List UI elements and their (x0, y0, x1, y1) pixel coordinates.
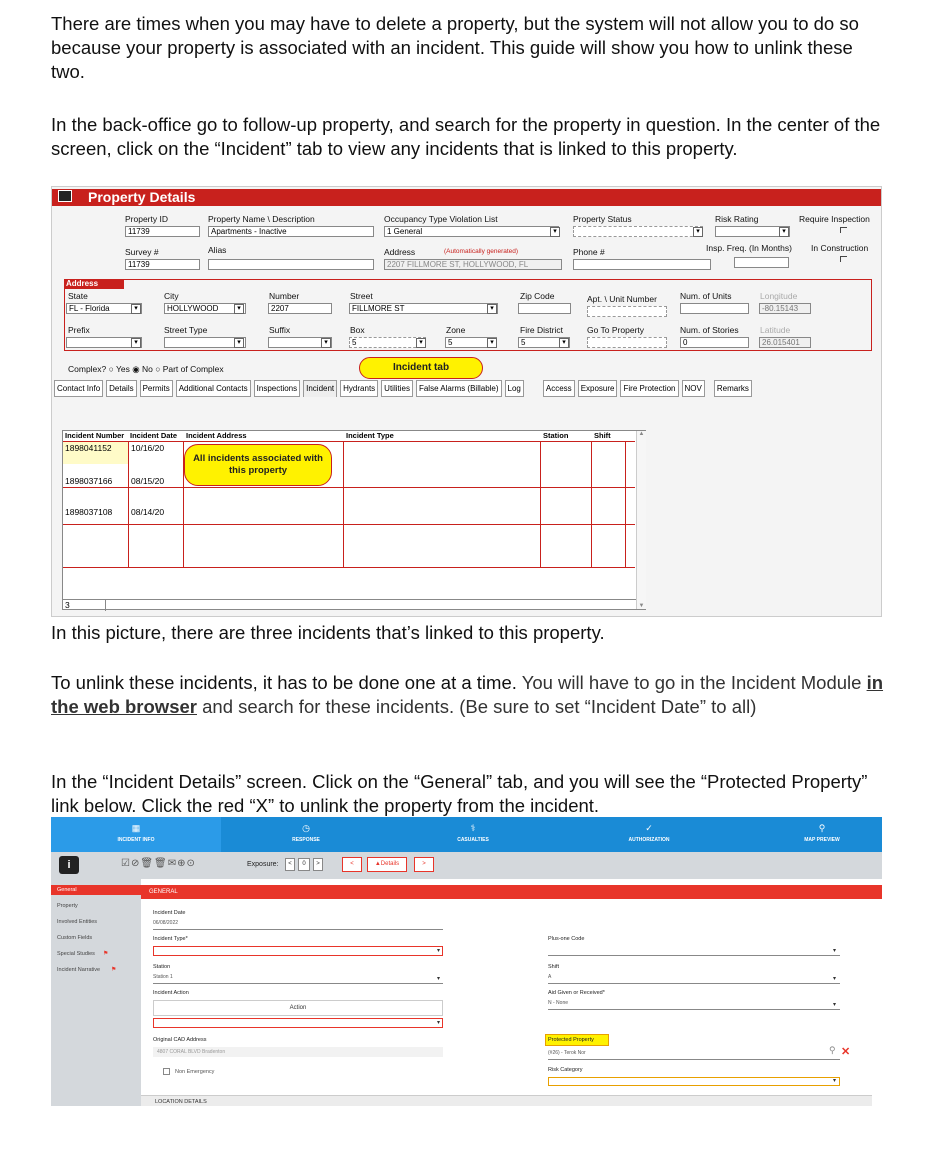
toolbar (51, 852, 882, 879)
tab-permits[interactable]: Permits (140, 380, 173, 397)
tab-utilities[interactable]: Utilities (381, 380, 413, 397)
zone-field[interactable]: 5 (445, 337, 497, 348)
grid-divider (128, 441, 129, 567)
incident-details-paragraph: In the “Incident Details” screen. Click on the “General” tab, and you will see the “Protected Property” link below. Click the red “X” to unlink the property from the incident. (51, 771, 868, 816)
col-incident-date[interactable]: Incident Date (130, 431, 178, 440)
location-details-label: LOCATION DETAILS (155, 1099, 207, 1105)
incident-tab-callout: Incident tab (359, 357, 483, 379)
forward-button[interactable]: > (414, 857, 434, 872)
incident-date-label: Incident Date (153, 910, 186, 916)
general-section-header: GENERAL (141, 885, 882, 899)
street-label: Street (350, 291, 373, 301)
sidebar-item-property[interactable]: Property (57, 903, 78, 909)
sidebar-item-special-studies[interactable]: Special Studies (57, 951, 95, 957)
col-incident-type[interactable]: Incident Type (346, 431, 394, 440)
box-field[interactable]: 5 (349, 337, 426, 348)
footer-divider (105, 600, 106, 611)
suffix-label: Suffix (269, 325, 291, 335)
intro-paragraph-1: There are times when you may have to delete a property, but the system will not allow you to do so because your property is associated with an incident. This guide will show you how to unlink these two. (51, 13, 859, 82)
page-title: Property Details (88, 189, 196, 205)
col-station[interactable]: Station (543, 431, 569, 440)
shift-label: Shift (548, 964, 560, 970)
table-row-divider (63, 487, 635, 488)
aid-label: Aid Given or Received* (548, 990, 605, 996)
auto-generated-note: (Automatically generated) (444, 248, 519, 255)
street-type-label: Street Type (164, 325, 208, 335)
table-row-number[interactable]: 1898037166 (65, 476, 113, 486)
tab-bar (54, 380, 752, 397)
risk-category-label: Risk Category (548, 1067, 583, 1073)
apt-label: Apt. \ Unit Number (587, 294, 657, 304)
longitude-field: -80.15143 (759, 303, 811, 314)
address-section-header: Address (64, 279, 124, 289)
unlink-instructions-paragraph (51, 671, 891, 719)
non-emergency-label: Non Emergency (175, 1069, 215, 1075)
prefix-dropdown-icon[interactable]: ▾ (131, 338, 141, 348)
all-incidents-callout: All incidents associated with this property (184, 444, 332, 486)
plus-one-label: Plus-one Code (548, 936, 585, 942)
incident-type-select[interactable] (153, 946, 443, 956)
nav-response[interactable]: RESPONSE (292, 837, 320, 843)
fire-district-dropdown-icon[interactable]: ▾ (559, 338, 569, 348)
map-preview-icon: ⚲ (818, 823, 826, 833)
incident-grid (62, 430, 646, 610)
zone-label: Zone (446, 325, 466, 335)
longitude-label: Longitude (760, 291, 798, 301)
zone-dropdown-icon[interactable]: ▾ (487, 338, 497, 348)
unlink-sentence-3: and search for these incidents. (Be sure to set “Incident Date” to all) (196, 696, 757, 717)
logo-icon (58, 190, 72, 202)
city-dropdown-icon[interactable]: ▾ (234, 304, 244, 314)
tab-false-alarms[interactable]: False Alarms (Billable) (416, 380, 502, 397)
col-incident-number[interactable]: Incident Number (65, 431, 125, 440)
details-label: Details (380, 861, 400, 867)
unlink-sentence-2: You will have to go in the Incident Module (516, 672, 867, 693)
scroll-up-icon[interactable]: ▲ (638, 431, 645, 437)
non-emergency-checkbox[interactable] (163, 1068, 170, 1075)
num-stories-label: Num. of Stories (680, 325, 739, 335)
risk-dropdown-icon[interactable]: ▾ (779, 227, 789, 237)
tab-access[interactable]: Access (543, 380, 575, 397)
protected-property-value[interactable]: (#26) - Terok Nor (548, 1050, 586, 1056)
property-id-label: Property ID (125, 214, 168, 224)
incident-type-label: Incident Type* (153, 936, 188, 942)
property-details-screenshot (51, 186, 882, 617)
street-dropdown-icon[interactable]: ▾ (487, 304, 497, 314)
table-row-number[interactable]: 1898041152 (65, 443, 112, 453)
property-id-field[interactable]: 11739 (125, 226, 200, 237)
table-row-number[interactable]: 1898037108 (65, 507, 113, 517)
in-construction-checkbox[interactable] (840, 256, 847, 262)
tab-log[interactable]: Log (505, 380, 524, 397)
grid-footer (63, 599, 646, 610)
col-incident-address[interactable]: Incident Address (186, 431, 247, 440)
property-details-header (52, 189, 882, 206)
nav-authorization[interactable]: AUTHORIZATION (628, 837, 670, 843)
chevron-down-icon: ▾ (437, 948, 441, 954)
phone-label: Phone # (573, 247, 605, 257)
complex-radio-group[interactable]: Complex? ○ Yes ◉ No ○ Part of Complex (68, 364, 224, 374)
exposure-value: 0 (298, 858, 310, 871)
station-value[interactable]: Station 1 (153, 974, 173, 980)
apt-field[interactable] (587, 306, 667, 317)
chevron-down-icon: ▾ (437, 1020, 441, 1026)
info-icon[interactable]: i (59, 856, 79, 874)
prefix-label: Prefix (68, 325, 90, 335)
property-status-label: Property Status (573, 214, 632, 224)
survey-field[interactable]: 11739 (125, 259, 200, 270)
chevron-down-icon: ▾ (437, 976, 441, 982)
nav-incident-info[interactable]: INCIDENT INFO (117, 837, 155, 843)
table-row-divider (63, 567, 635, 568)
exposure-prev-button[interactable]: < (285, 858, 295, 871)
row-count: 3 (65, 600, 70, 610)
aid-value[interactable]: N - None (548, 1000, 569, 1006)
flag-icon: ⚑ (103, 951, 109, 957)
warning-icon: ▲ (374, 861, 381, 867)
action-select[interactable] (153, 1018, 443, 1028)
station-label: Station (153, 964, 171, 970)
nav-map-preview[interactable]: MAP PREVIEW (804, 837, 840, 843)
toolbar-action-icons[interactable]: ☑⊘🗑🗑✉⊕⊙ (121, 858, 196, 869)
col-shift[interactable]: Shift (594, 431, 611, 440)
box-dropdown-icon[interactable]: ▾ (416, 338, 426, 348)
table-row-divider (63, 524, 635, 525)
sidebar (51, 879, 141, 1106)
num-units-label: Num. of Units (680, 291, 732, 301)
top-navigation (51, 817, 882, 852)
city-label: City (164, 291, 179, 301)
location-details-header (141, 1095, 872, 1106)
table-row-date[interactable]: 10/16/20 (131, 443, 165, 453)
search-icon[interactable]: ⚲ (829, 1045, 836, 1055)
unlink-sentence-1: To unlink these incidents, it has to be done one at a time. (51, 672, 517, 693)
tab-hydrants[interactable]: Hydrants (340, 380, 378, 397)
state-field[interactable]: FL - Florida (66, 303, 142, 314)
flag-icon: ⚑ (111, 967, 117, 973)
unlink-x-icon[interactable]: ✕ (841, 1046, 851, 1058)
sidebar-item-involved-entities[interactable]: Involved Entities (57, 919, 98, 925)
risk-category-select[interactable] (548, 1077, 840, 1086)
tab-incident[interactable]: Incident (303, 380, 337, 397)
num-units-field[interactable] (680, 303, 749, 314)
sidebar-item-custom-fields[interactable]: Custom Fields (57, 935, 93, 941)
insp-freq-label: Insp. Freq. (In Months) (706, 243, 792, 253)
zip-field[interactable] (518, 303, 571, 314)
property-name-label: Property Name \ Description (208, 214, 315, 224)
chevron-down-icon: ▾ (833, 1078, 837, 1084)
field-underline (548, 1059, 840, 1060)
occupancy-field[interactable]: 1 General (384, 226, 559, 237)
casualties-icon: ⚕ (470, 823, 476, 833)
fire-district-label: Fire District (520, 325, 563, 335)
chevron-down-icon: ▾ (833, 1002, 837, 1008)
box-label: Box (350, 325, 365, 335)
cad-address-label: Original CAD Address (153, 1037, 207, 1043)
chevron-down-icon: ▾ (833, 976, 837, 982)
incident-info-icon: ▦ (131, 823, 141, 833)
field-underline (548, 955, 840, 956)
occupancy-dropdown-icon[interactable]: ▾ (550, 227, 560, 237)
status-dropdown-icon[interactable]: ▾ (693, 227, 703, 237)
state-dropdown-icon[interactable]: ▾ (131, 304, 141, 314)
num-stories-field[interactable]: 0 (680, 337, 749, 348)
alias-label: Alias (208, 245, 227, 255)
table-row-date[interactable]: 08/14/20 (131, 507, 165, 517)
alias-field[interactable] (208, 259, 374, 270)
tab-additional-contacts[interactable]: Additional Contacts (176, 380, 251, 397)
state-label: State (68, 291, 88, 301)
require-inspection-checkbox[interactable] (840, 227, 847, 233)
fire-district-field[interactable]: 5 (518, 337, 570, 348)
latitude-label: Latitude (760, 325, 791, 335)
details-button[interactable] (367, 857, 407, 872)
action-button[interactable]: Action (153, 1000, 443, 1016)
authorization-icon: ✓ (645, 823, 653, 833)
go-to-property-field[interactable] (587, 337, 667, 348)
tab-remarks[interactable]: Remarks (714, 380, 752, 397)
shift-value[interactable]: A (548, 974, 552, 980)
latitude-field: 26.015401 (759, 337, 811, 348)
tab-inspections[interactable]: Inspections (254, 380, 300, 397)
tab-details[interactable]: Details (106, 380, 136, 397)
suffix-dropdown-icon[interactable]: ▾ (321, 338, 331, 348)
tab-exposure[interactable]: Exposure (578, 380, 618, 397)
sidebar-item-incident-narrative[interactable]: Incident Narrative (57, 967, 101, 973)
address-field: 2207 FILLMORE ST, HOLLYWOOD, FL (384, 259, 562, 270)
table-row-date[interactable]: 08/15/20 (131, 476, 165, 486)
cad-address-value: 4807 CORAL BLVD Bradenton (157, 1049, 226, 1055)
grid-divider (625, 441, 626, 567)
field-underline (548, 983, 840, 984)
sidebar-item-general[interactable]: General (57, 887, 77, 893)
insp-freq-field[interactable] (734, 257, 789, 268)
in-construction-label: In Construction (811, 243, 869, 253)
tab-fire-protection[interactable]: Fire Protection (620, 380, 678, 397)
zip-label: Zip Code (520, 291, 555, 301)
require-inspection-label: Require Inspection (799, 214, 870, 224)
back-button[interactable]: < (342, 857, 362, 872)
grid-scrollbar[interactable] (636, 431, 646, 609)
grid-divider (540, 441, 541, 567)
web-browser-emphasis: in the web browser (51, 672, 884, 717)
intro-paragraph-2: In the back-office go to follow-up property, and search for the property in question. In the center of the screen, click on the “Incident” tab to view any incidents that is linked to this property. (51, 114, 881, 159)
incident-action-label: Incident Action (153, 990, 189, 996)
incident-details-screenshot (51, 817, 882, 1106)
field-underline (153, 929, 443, 930)
street-type-dropdown-icon[interactable]: ▾ (234, 338, 244, 348)
tab-nov[interactable]: NOV (682, 380, 705, 397)
phone-field[interactable] (573, 259, 711, 270)
street-field[interactable]: FILLMORE ST (349, 303, 498, 314)
exposure-next-button[interactable]: > (313, 858, 323, 871)
response-icon: ◷ (302, 823, 310, 833)
grid-header-line (63, 441, 635, 442)
go-to-property-label: Go To Property (587, 325, 645, 335)
address-label: Address (384, 247, 416, 257)
incident-date-value[interactable]: 06/08/2022 (153, 920, 179, 926)
nav-casualties[interactable]: CASUALTIES (457, 837, 489, 843)
number-label: Number (269, 291, 300, 301)
exposure-label: Exposure: (247, 861, 279, 868)
field-underline (153, 983, 443, 984)
tab-contact-info[interactable]: Contact Info (54, 380, 103, 397)
occupancy-label: Occupancy Type Violation List (384, 214, 498, 224)
property-name-field[interactable]: Apartments - Inactive (208, 226, 374, 237)
scroll-down-icon[interactable]: ▼ (638, 603, 645, 609)
chevron-down-icon: ▾ (833, 948, 837, 954)
number-field[interactable]: 2207 (268, 303, 332, 314)
property-status-field[interactable] (573, 226, 703, 237)
three-incidents-paragraph: In this picture, there are three incidents that’s linked to this property. (51, 622, 605, 643)
city-field[interactable]: HOLLYWOOD (164, 303, 246, 314)
protected-property-label: Protected Property (548, 1037, 594, 1043)
field-underline (548, 1009, 840, 1010)
survey-label: Survey # (125, 247, 159, 257)
risk-rating-label: Risk Rating (715, 214, 759, 224)
grid-divider (591, 441, 592, 567)
grid-divider (343, 441, 344, 567)
